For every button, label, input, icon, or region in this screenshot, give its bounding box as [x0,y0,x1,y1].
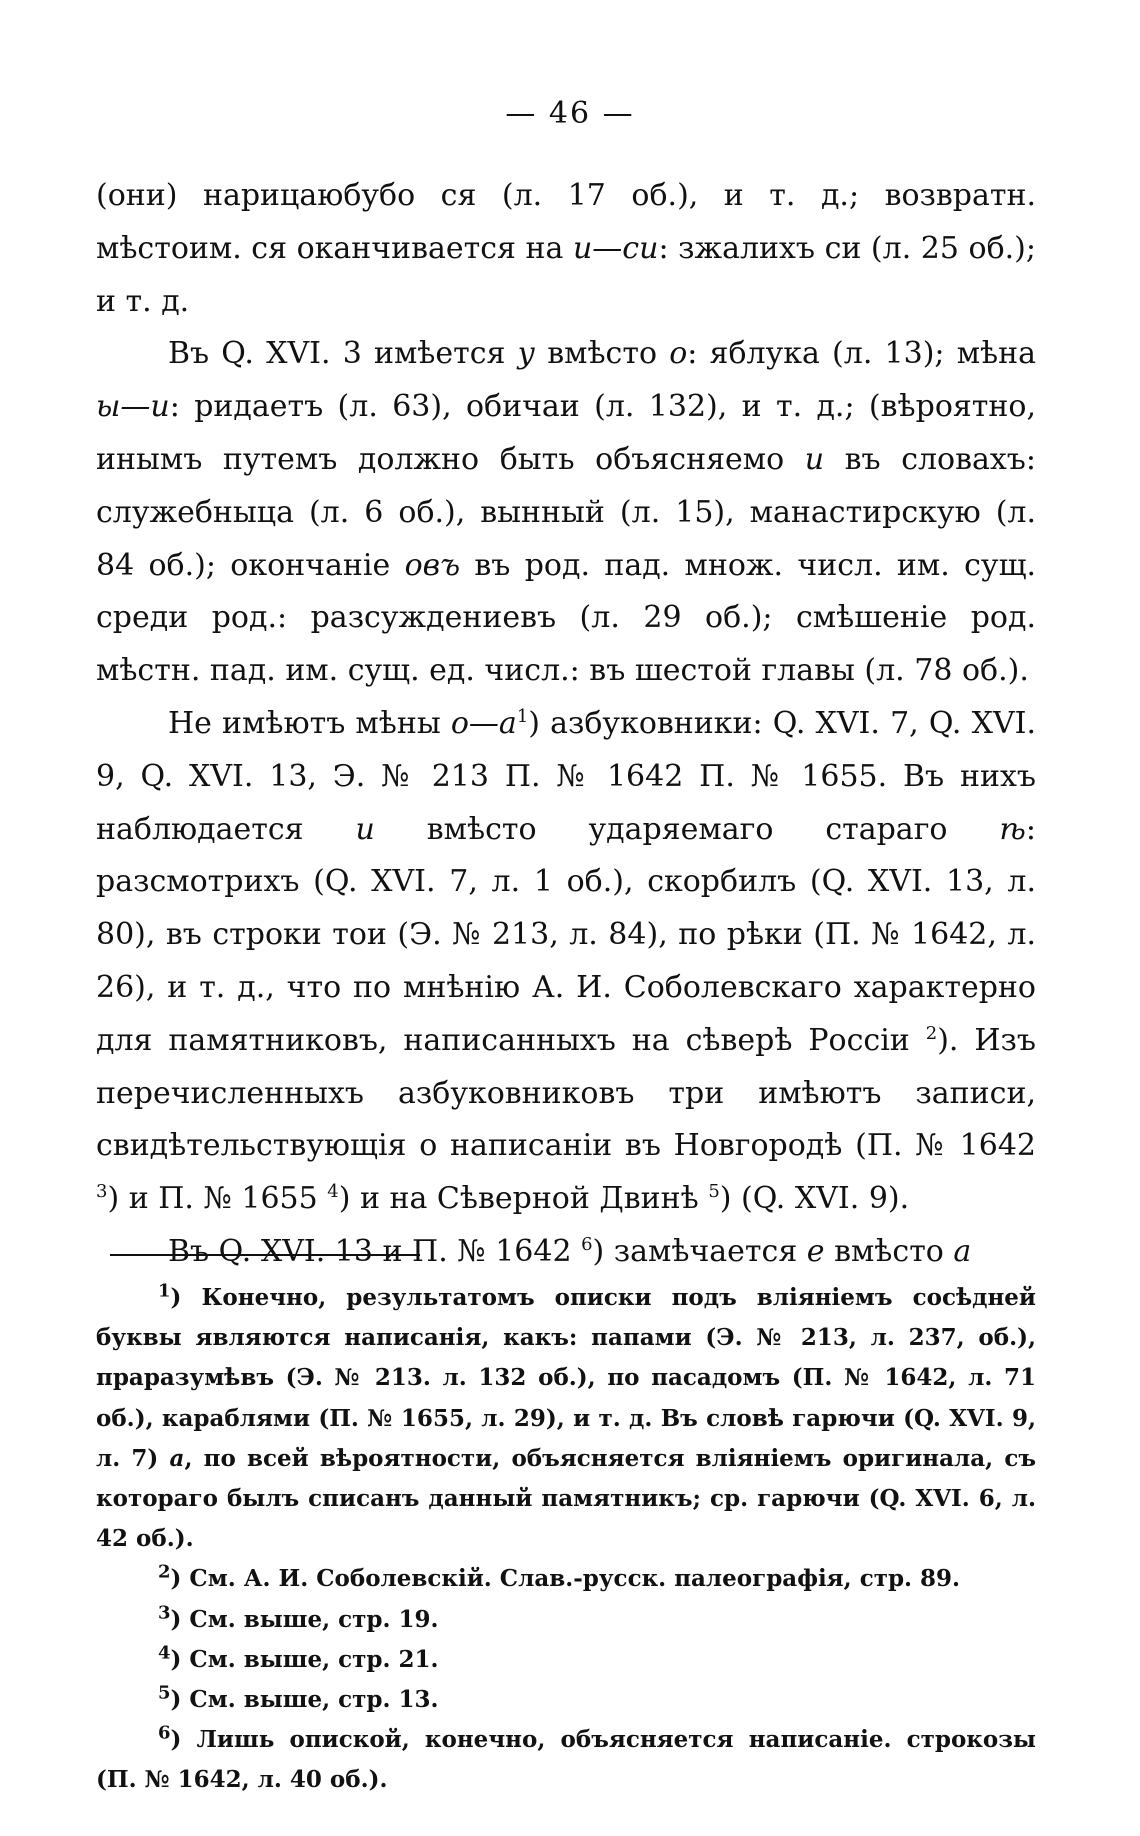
footnote: $^4$) См. выше, стр. 21. [158,1642,439,1673]
footnote: $^3$) См. выше, стр. 19. [158,1601,439,1633]
body-text [96,170,1036,1279]
paragraph: (они) нарицаюбубо ся (л. 17 об.), и т. д.; возвратн. мѣстоим. ся оканчивается на и—си: зжалихъ си (л. 25 об.); и т. д. [96,178,1036,319]
paragraph: Въ Q. XVI. 13 и П. № 1642 $^6$) замѣчается е вмѣсто а [168,1233,972,1269]
footnote: $^6$) Лишь опиской, конечно, объясняется написанiе. строкозы (П. № 1642, л. 40 об.). [96,1722,1036,1794]
footnotes [96,1278,1036,1801]
paragraph: Въ Q. XVI. 3 имѣется у вмѣсто о: яблука (л. 13); мѣна ы—и: ридаетъ (л. 63), обичаи (л. 132), и т. д.; (вѣроятно, инымъ путемъ должно быть объясняемо и въ словахъ: служебныца (л. 6 об.), вынный (л. 15), манастирскую (л. 84 об.); окончанiе овъ въ род. пад. множ. числ. им. сущ. среди род.: разсуждениевъ (л. 29 об.); смѣшенiе род. мѣстн. пад. им. сущ. ед. числ.: въ шестой главы (л. 78 об.). [96,336,1037,689]
footnote: $^1$) Конечно, результатомъ описки подъ влiянiемъ сосѣдней буквы являются написанiя, какъ: папами (Э. № 213, л. 237, об.), праразумѣвъ (Э. № 213. л. 132 об.), по пасадомъ (П. № 1642, л. 71 об.), караблями (П. № 1655, л. 29), и т. д. Въ словѣ гарючи (Q. XVI. 9, л. 7) а, по всей вѣроятности, объясняется влiянiемъ оригинала, съ котораго былъ списанъ данный памятникъ; ср. гарючи (Q. XVI. 6, л. 42 об.). [96,1280,1036,1553]
page-number: — 46 — [505,96,635,131]
footnote-divider [110,1254,420,1256]
paragraph: Не имѣютъ мѣны о—а$^1$) азбуковники: Q. XVI. 7, Q. XVI. 9, Q. XVI. 13, Э. № 213 П. № 1642 П. № 1655. Въ нихъ наблюдается и вмѣсто ударяемаго стараго ѣ: разсмотрихъ (Q. XVI. 7, л. 1 об.), скорбилъ (Q. XVI. 13, л. 80), въ строки тои (Э. № 213, л. 84), по рѣки (П. № 1642, л. 26), и т. д., что по мнѣнiю А. И. Соболевскаго характерно для памятниковъ, написанныхъ на сѣверѣ Россiи $^2$). Изъ перечисленныхъ азбуковниковъ три имѣютъ записи, свидѣтельствующiя о написанiи въ Новгородѣ (П. № 1642 $^3$) и П. № 1655 $^4$) и на Сѣверной Двинѣ $^5$) (Q. XVI. 9). [96,705,1037,1217]
footnote: $^5$) См. выше, стр. 13. [158,1682,439,1714]
footnote: $^2$) См. А. И. Соболевскiй. Слав.-русск. палеографiя, стр. 89. [158,1561,961,1593]
